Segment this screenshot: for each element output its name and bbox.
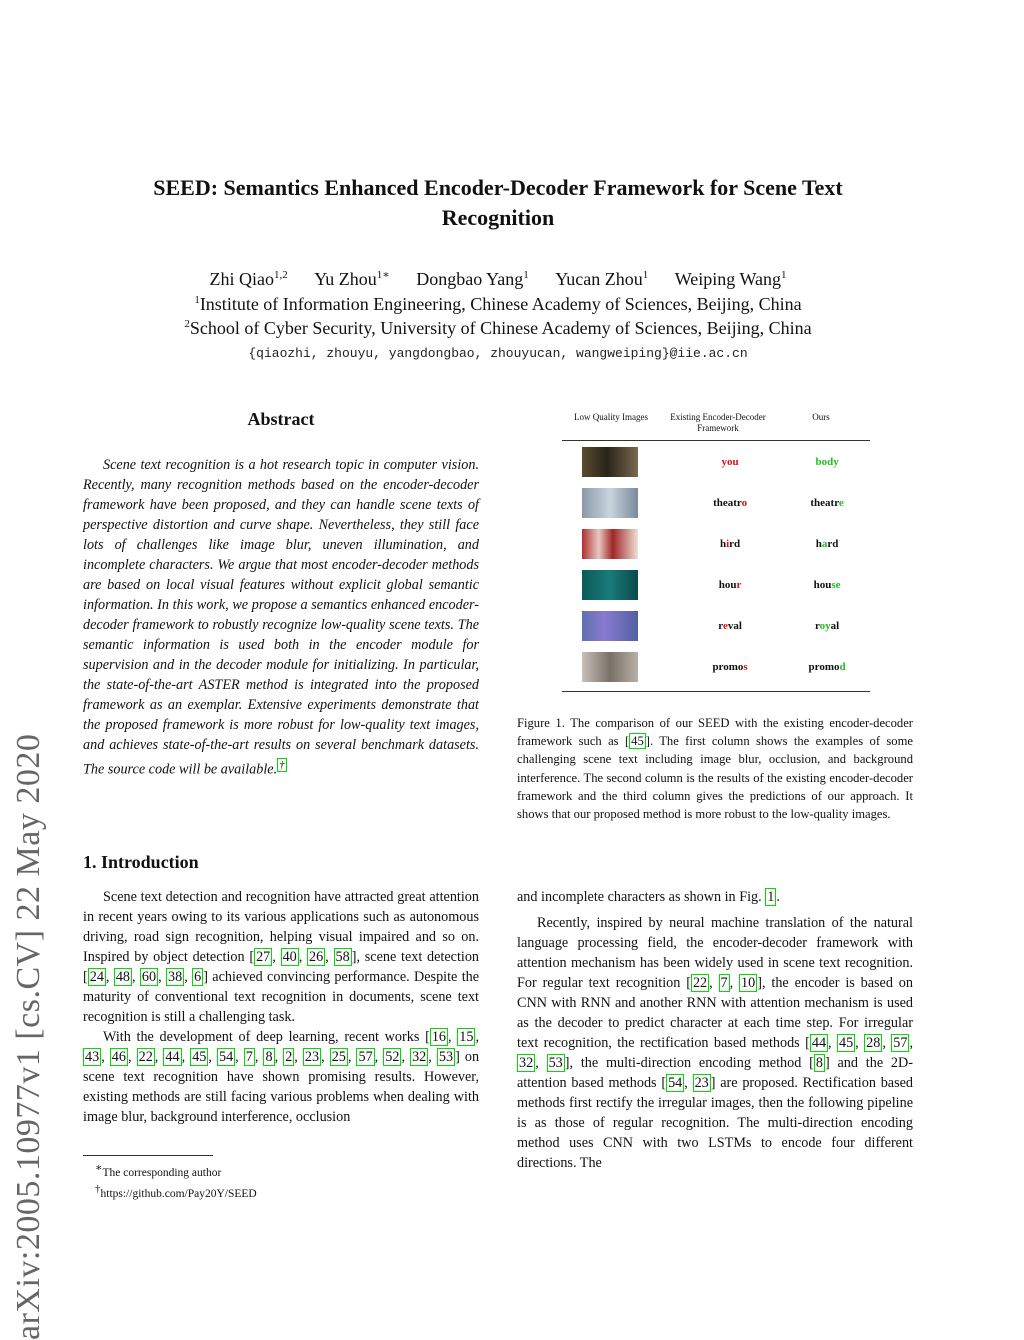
citation-link[interactable]: 43	[85, 1049, 100, 1065]
citation-link[interactable]: 38	[168, 969, 183, 985]
affiliation-2: $^2$School of Cyber Security, University of Chinese Academy of Sciences, Beijing, China	[184, 318, 812, 338]
citation-link[interactable]: 7	[720, 975, 728, 991]
figure-1-caption: Figure 1. The comparison of our SEED with the existing encoder-decoder framework such as [ 45 ]. The first column shows the examples of some challenging scene text including image blur, occlusion, and background interference. The second column is the results of the existing encoder-decoder framework and the third column gives the predictions of our approach. It shows that our proposed method is more robust to the low-quality images.	[517, 716, 913, 822]
citation-link[interactable]: 16	[431, 1029, 447, 1045]
citation-link[interactable]: 53	[438, 1049, 454, 1065]
existing-prediction: you	[721, 455, 739, 468]
citation-link[interactable]: 45	[192, 1049, 207, 1065]
citation-link[interactable]: 23	[694, 1075, 709, 1091]
abstract-heading: Abstract	[247, 409, 315, 429]
citation-link[interactable]: 40	[282, 949, 297, 965]
low-quality-image	[582, 652, 638, 682]
citation-link[interactable]: 22	[138, 1049, 153, 1065]
low-quality-image	[582, 447, 638, 477]
citation-link[interactable]: 25	[331, 1049, 346, 1065]
existing-prediction: hour	[718, 578, 742, 591]
footnote: †https://github.com/Pay20Y/SEED	[95, 1182, 257, 1200]
citation-link[interactable]: 46	[111, 1049, 126, 1065]
author-emails: {qiaozhi, zhouyu, yangdongbao, zhouyucan, wangweiping}@iie.ac.cn	[248, 346, 748, 361]
figure-link[interactable]: 1	[767, 889, 775, 905]
figure-row	[562, 441, 870, 482]
citation-link[interactable]: 2	[285, 1049, 293, 1065]
author: Yucan Zhou$^1$	[555, 269, 649, 289]
citation-link[interactable]: 8	[815, 1055, 823, 1071]
figure-row	[562, 482, 870, 523]
title-line-2: Recognition	[441, 205, 555, 230]
figure-row	[562, 646, 870, 687]
existing-prediction: theatro	[713, 496, 748, 509]
citation-link[interactable]: 57	[358, 1049, 373, 1065]
footnote-link[interactable]: †	[279, 759, 285, 771]
citation-link[interactable]: 24	[89, 969, 104, 985]
right-paragraph-0: and incomplete characters as shown in Fig. 1 .	[517, 889, 780, 905]
citation-link[interactable]: 8	[265, 1049, 273, 1065]
col-header-images: Low Quality Images	[574, 412, 648, 422]
existing-prediction: reval	[718, 619, 742, 632]
citation-link[interactable]: 48	[115, 969, 131, 985]
footnote: ∗The corresponding author	[95, 1162, 222, 1179]
citation-link[interactable]: 54	[218, 1049, 234, 1065]
right-paragraph-1: Recently, inspired by neural machine translation of the natural language processing field, the encoder-decoder framework with attention mechanism has been widely used in scene text recognition. For regular text recognition [ 22 , 7 , 10 ], the encoder is based on CNN with RNN and another RNN with attention mechanism is used as the decoder to predict character at each time step. For irregular text recognition, the rectification based methods [ 44 , 45 , 28 , 57 , 32 , 53 ], the multi-direction encoding method [ 8 ] and the 2D-attention based methods [ 54 , 23 ] are proposed. Rectification based methods first rectify the irregular images, then the following pipeline is as those of regular recognition. The multi-direction encoding method uses CNN with two LSTMs to encode four different directions. The	[517, 915, 914, 1171]
intro-paragraph-1: Scene text detection and recognition have attracted great attention in recent years owing to its various applications such as autonomous driving, road sign recognition, helping visual impaired and so on. Inspired by object detection [ 27 , 40 , 26 , 58 ], scene text detection [ 24 , 48 , 60 , 38 , 6 ] achieved convincing performance. Despite the maturity of conventional text recognition in documents, scene text recognition is still a challenging task.	[83, 889, 480, 1025]
citation-link[interactable]: 32	[519, 1055, 534, 1071]
author-list	[90, 268, 906, 290]
footnotes	[83, 1160, 257, 1202]
citation-link[interactable]: 23	[304, 1049, 320, 1065]
affiliation-1: $^1$Institute of Information Engineering, Chinese Academy of Sciences, Beijing, China	[194, 294, 802, 314]
citation-link[interactable]: 53	[548, 1055, 563, 1071]
citation-link[interactable]: 15	[459, 1029, 474, 1045]
arxiv-stamp: arXiv:2005.10977v1 [cs.CV] 22 May 2020	[10, 733, 47, 1340]
citation-link[interactable]: 7	[245, 1049, 253, 1065]
author: Yu Zhou$^{1∗}$	[314, 269, 390, 289]
citation-link[interactable]: 44	[811, 1035, 827, 1051]
citation-link[interactable]: 6	[194, 969, 202, 985]
abstract-body: Scene text recognition is a hot research topic in computer vision. Recently, many recognition methods based on the encoder-decoder framework have been proposed, and they can handle scene texts of perspective distortion and curve shape. Nevertheless, they still face lots of challenges like image blur, uneven illumination, and incomplete characters. We argue that most encoder-decoder methods are based on local visual features without explicit global semantic information. In this work, we propose a semantics enhanced encoder-decoder framework to robustly recognize low-quality scene texts. The semantic information is used both in the encoder module for supervision and in the decoder module for initializing. In particular, the state-of-the-art ASTER method is integrated into the proposed framework as an exemplar. Extensive experiments demonstrate that the proposed framework is more robust for low-quality text images, and achieves state-of-the-art results on several benchmark datasets. The source code will be available. †	[83, 457, 479, 778]
citation-link[interactable]: 52	[385, 1049, 400, 1065]
citation-link[interactable]: 58	[335, 949, 350, 965]
citation-link[interactable]: 32	[412, 1049, 427, 1065]
citation-link[interactable]: 10	[741, 975, 756, 991]
intro-paragraph-2: With the development of deep learning, recent works [ 16 , 15 , 43 , 46 , 22 , 44 , 45 , 54 , 7 , 8 , 2 , 23 , 25 , 57 , 52 , 32 , 53 ] on scene text recognition have shown promising results. However, existing methods are still facing various problems when dealing with image blur, background interference, occlusion	[83, 1029, 480, 1125]
col-header-existing: Existing Encoder-Decoder Framework	[670, 412, 766, 433]
citation-link[interactable]: 45	[631, 734, 644, 749]
section-heading-introduction: 1. Introduction	[83, 852, 199, 872]
ours-prediction: royal	[814, 619, 840, 632]
ours-prediction: promod	[808, 660, 846, 673]
figure-row	[562, 564, 870, 605]
figure-row	[562, 605, 870, 646]
citation-link[interactable]: 26	[309, 949, 324, 965]
citation-link[interactable]: 22	[692, 975, 708, 991]
citation-link[interactable]: 27	[256, 949, 271, 965]
citation-link[interactable]: 57	[893, 1035, 908, 1051]
title-line-1: SEED: Semantics Enhanced Encoder-Decoder Framework for Scene Text	[153, 175, 843, 200]
low-quality-image	[582, 570, 638, 600]
citation-link[interactable]: 44	[165, 1049, 180, 1065]
low-quality-image	[582, 488, 638, 518]
ours-prediction: body	[815, 455, 839, 468]
figure-row	[562, 523, 870, 564]
citation-link[interactable]: 54	[668, 1075, 683, 1091]
existing-prediction: hird	[719, 537, 741, 550]
low-quality-image	[582, 611, 638, 641]
citation-link[interactable]: 28	[866, 1035, 881, 1051]
low-quality-image	[582, 529, 638, 559]
existing-prediction: promos	[712, 660, 748, 673]
ours-prediction: house	[813, 578, 841, 591]
figure-1	[562, 412, 870, 692]
citation-link[interactable]: 45	[838, 1035, 854, 1051]
citation-link[interactable]: 60	[141, 969, 157, 985]
intro-right-column	[517, 887, 913, 1173]
figure-bottom-rule	[562, 691, 870, 692]
ours-prediction: hard	[815, 537, 839, 550]
author: Dongbao Yang$^1$	[416, 269, 529, 289]
author: Weiping Wang$^1$	[674, 269, 787, 289]
author: Zhi Qiao$^{1,2}$	[209, 269, 288, 289]
figure-header	[562, 412, 870, 441]
footnote-rule	[83, 1155, 213, 1156]
intro-left-column	[83, 887, 479, 1127]
paper-title	[90, 173, 906, 233]
col-header-ours: Ours	[812, 412, 830, 422]
ours-prediction: theatre	[810, 496, 844, 509]
